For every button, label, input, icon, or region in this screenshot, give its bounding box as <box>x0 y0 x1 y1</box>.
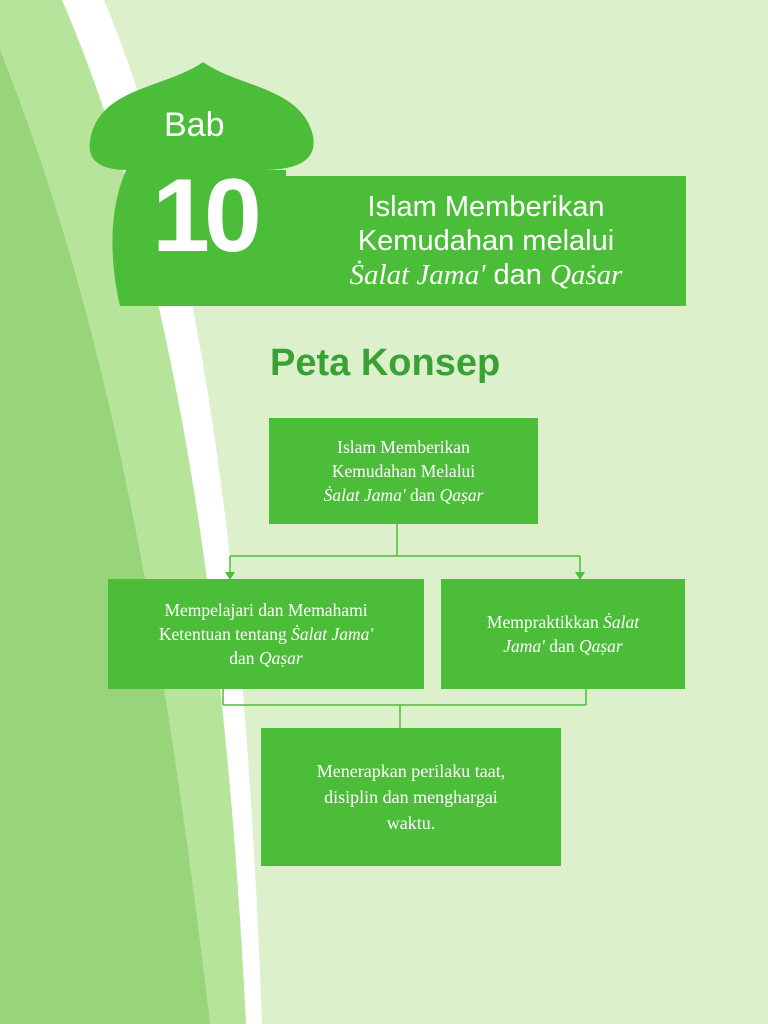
learn-line-2-text: Ketentuan tentang <box>158 624 292 644</box>
practice-term-1a: Ṡalat <box>603 612 640 632</box>
apply-line-2: disiplin dan menghargai <box>324 787 498 807</box>
practice-term-2: Qaṣar <box>578 636 623 656</box>
concept-node-learn <box>108 579 424 689</box>
apply-line-3: waktu. <box>386 813 436 833</box>
chapter-title-connector: dan <box>485 259 550 291</box>
root-line-3 <box>324 483 484 507</box>
learn-line-3 <box>229 646 302 670</box>
chapter-label: Bab <box>164 106 225 144</box>
learn-line-1: Mempelajari dan Memahami <box>164 600 368 620</box>
section-heading: Peta Konsep <box>270 342 501 384</box>
chapter-title-term-1: Ṡalat Jama' <box>349 259 486 291</box>
chapter-badge <box>88 62 318 310</box>
root-line-2: Kemudahan Melalui <box>331 461 476 481</box>
practice-line-1 <box>487 610 639 634</box>
chapter-title-term-2: Qaṡar <box>549 259 623 291</box>
root-connector: dan <box>405 485 440 505</box>
root-term-2: Qaṣar <box>439 485 484 505</box>
learn-line-2 <box>159 622 373 646</box>
practice-line-1-text: Mempraktikkan <box>486 612 604 632</box>
practice-term-1b: Jama' <box>503 636 545 656</box>
concept-node-apply <box>261 728 561 866</box>
practice-connector: dan <box>544 636 579 656</box>
chapter-title-line-1: Islam Memberikan <box>367 191 605 223</box>
chapter-title-line-2: Kemudahan melalui <box>357 225 615 257</box>
concept-root-node <box>269 418 538 524</box>
apply-line-1: Menerapkan perilaku taat, <box>316 761 506 781</box>
learn-term-1: Ṡalat Jama' <box>291 624 374 644</box>
chapter-number: 10 <box>152 158 256 274</box>
practice-line-2 <box>503 634 622 658</box>
learn-line-3-text: dan <box>229 648 259 668</box>
concept-node-practice <box>441 579 685 689</box>
learn-term-2: Qaṣar <box>258 648 303 668</box>
root-term-1: Ṡalat Jama' <box>323 485 406 505</box>
root-line-1: Islam Memberikan <box>337 437 470 457</box>
